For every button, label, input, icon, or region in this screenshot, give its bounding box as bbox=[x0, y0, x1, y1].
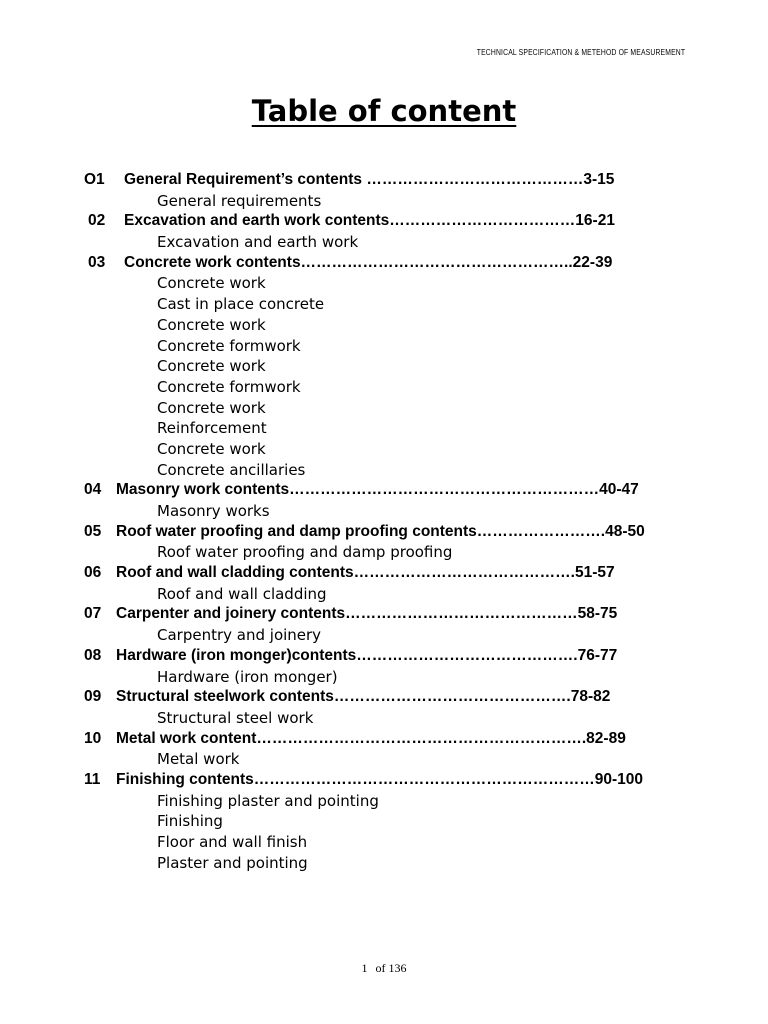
toc-subentry bbox=[0, 832, 768, 853]
toc-entry-label: Finishing contents…………………………………………………………90-100 bbox=[116, 770, 644, 788]
toc-entry-number: 11 bbox=[84, 770, 101, 788]
toc-entry bbox=[0, 253, 768, 274]
page-number: 1 bbox=[361, 961, 368, 975]
table-of-contents bbox=[0, 170, 768, 873]
toc-subentry bbox=[0, 232, 768, 253]
toc-entry-number: 04 bbox=[84, 481, 102, 499]
toc-entry-label: General Requirement’s contents ……………………………………3-15 bbox=[124, 171, 615, 188]
toc-entry-number: 06 bbox=[84, 564, 102, 582]
toc-entry-number: 07 bbox=[84, 605, 102, 623]
page-title: Table of content bbox=[251, 94, 517, 128]
toc-entry bbox=[0, 170, 768, 191]
toc-subentry bbox=[0, 791, 768, 812]
toc-subentry bbox=[0, 439, 768, 460]
toc-subentry-label: Cast in place concrete bbox=[157, 295, 325, 314]
toc-subentry-label: Concrete work bbox=[157, 315, 266, 334]
toc-subentry bbox=[0, 853, 768, 874]
toc-subentry-label: Finishing plaster and pointing bbox=[157, 791, 379, 810]
toc-subentry bbox=[0, 625, 768, 646]
toc-subentry-label: Concrete formwork bbox=[157, 336, 301, 355]
toc-subentry-label: Concrete work bbox=[157, 398, 266, 417]
toc-subentry bbox=[0, 191, 768, 212]
toc-subentry-label: Reinforcement bbox=[157, 419, 267, 438]
toc-subentry-label: Finishing bbox=[157, 812, 223, 831]
toc-subentry-label: Metal work bbox=[157, 750, 240, 769]
toc-subentry-label: Carpentry and joinery bbox=[157, 626, 322, 645]
toc-subentry bbox=[0, 542, 768, 563]
toc-subentry bbox=[0, 273, 768, 294]
toc-entry-label: Excavation and earth work contents………………………………16-21 bbox=[124, 212, 615, 230]
toc-subentry bbox=[0, 460, 768, 481]
toc-entry-number: O1 bbox=[84, 171, 105, 188]
toc-entry bbox=[0, 480, 768, 501]
toc-entry-number: 03 bbox=[88, 253, 106, 271]
toc-subentry bbox=[0, 398, 768, 419]
page-count: of 136 bbox=[375, 961, 407, 975]
toc-subentry bbox=[0, 336, 768, 357]
toc-subentry-label: Roof and wall cladding bbox=[157, 584, 327, 603]
toc-subentry bbox=[0, 356, 768, 377]
toc-entry-number: 08 bbox=[84, 646, 102, 664]
toc-entry-label: Concrete work contents……………………………………………..22-39 bbox=[124, 253, 613, 271]
toc-entry-label: Roof and wall cladding contents…………………………………….51-57 bbox=[116, 564, 615, 582]
toc-subentry-label: Floor and wall finish bbox=[157, 833, 308, 851]
toc-subentry bbox=[0, 811, 768, 832]
toc-entry bbox=[0, 211, 768, 232]
toc-entry-label: Metal work content……………………………………………………….82-89 bbox=[116, 729, 626, 747]
toc-subentry-label: Roof water proofing and damp proofing bbox=[157, 543, 453, 562]
page-footer bbox=[0, 961, 768, 976]
toc-entry bbox=[0, 770, 768, 791]
toc-subentry bbox=[0, 749, 768, 770]
toc-subentry bbox=[0, 667, 768, 688]
toc-entry-label: Masonry work contents……………………………………………………40-47 bbox=[116, 481, 639, 499]
toc-subentry bbox=[0, 501, 768, 522]
toc-entry-number: 10 bbox=[84, 729, 102, 747]
toc-subentry bbox=[0, 418, 768, 439]
toc-subentry bbox=[0, 315, 768, 336]
toc-subentry-label: Masonry works bbox=[157, 502, 270, 520]
toc-entry bbox=[0, 646, 768, 667]
toc-subentry-label: Plaster and pointing bbox=[157, 853, 308, 872]
toc-entry-number: 09 bbox=[84, 688, 102, 706]
toc-entry bbox=[0, 604, 768, 625]
toc-subentry-label: Concrete work bbox=[157, 357, 266, 376]
toc-subentry-label: Concrete work bbox=[157, 439, 266, 458]
toc-entry bbox=[0, 687, 768, 708]
toc-entry-label: Structural steelwork contents……………………………………….78-82 bbox=[116, 688, 611, 706]
toc-subentry-label: Hardware (iron monger) bbox=[157, 667, 338, 686]
toc-entry bbox=[0, 563, 768, 584]
toc-subentry-label: Structural steel work bbox=[157, 708, 314, 727]
toc-subentry-label: Concrete formwork bbox=[157, 377, 301, 396]
toc-subentry bbox=[0, 708, 768, 729]
toc-entry-label: Hardware (iron monger)contents…………………………………….76-77 bbox=[116, 646, 618, 664]
toc-subentry bbox=[0, 377, 768, 398]
toc-entry-number: 05 bbox=[84, 522, 102, 540]
toc-entry-label: Roof water proofing and damp proofing contents…………………….48-50 bbox=[116, 522, 645, 540]
toc-entry bbox=[0, 729, 768, 750]
toc-entry bbox=[0, 522, 768, 543]
toc-entry-number: 02 bbox=[88, 212, 106, 230]
toc-subentry-label: Concrete work bbox=[157, 274, 266, 293]
toc-subentry-label: Concrete ancillaries bbox=[157, 460, 306, 479]
running-header: TECHNICAL SPECIFICATION & METEHOD OF MEASUREMENT bbox=[476, 48, 685, 57]
toc-subentry-label: General requirements bbox=[157, 191, 322, 210]
toc-subentry bbox=[0, 294, 768, 315]
toc-subentry bbox=[0, 584, 768, 605]
toc-subentry-label: Excavation and earth work bbox=[157, 233, 359, 252]
toc-entry-label: Carpenter and joinery contents………………………………………58-75 bbox=[116, 605, 618, 623]
